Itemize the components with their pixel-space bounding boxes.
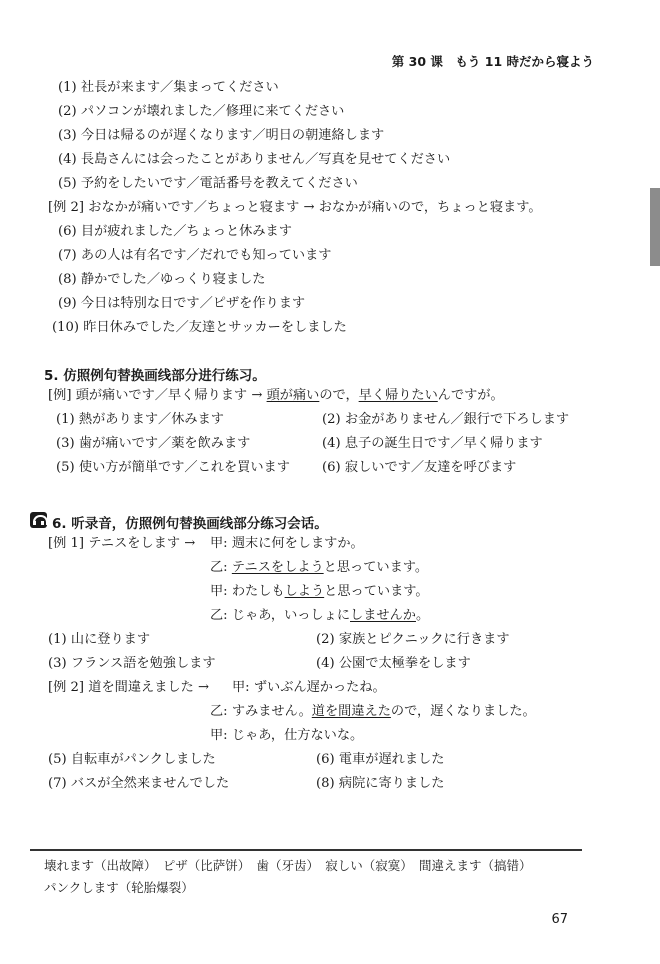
- list-item: (2) お金がありません／銀行で下ろします: [322, 412, 570, 427]
- list-item: (2) パソコンが壊れました／修理に来てください: [58, 104, 345, 119]
- list-item: (2) 家族とピクニックに行きます: [316, 632, 510, 647]
- vocab-line-1: 壊れます（出故障） ピザ（比萨饼） 歯（牙齿） 寂しい（寂寞） 間違えます（搞错）: [44, 858, 532, 873]
- list-item: (9) 今日は特別な日です／ピザを作ります: [58, 296, 306, 311]
- list-item: (1) 社長が来ます／集まってください: [58, 80, 279, 95]
- list-item: (7) バスが全然来ませんでした: [48, 776, 230, 791]
- section-5-title: 5. 仿照例句替换画线部分进行练习。: [44, 368, 266, 384]
- list-item: (3) 今日は帰るのが遅くなります／明日の朝連絡します: [58, 128, 385, 143]
- list-item: (6) 寂しいです／友達を呼びます: [322, 460, 517, 475]
- list-item: (4) 公園で太極拳をします: [316, 656, 471, 671]
- list-item: (8) 静かでした／ゆっくり寝ました: [58, 272, 266, 287]
- headphones-icon[interactable]: [30, 512, 47, 528]
- example-1: [例 1] テニスをします →: [48, 536, 196, 551]
- example-2: [例 2] おなかが痛いです／ちょっと寝ます → おなかが痛いので，ちょっと寝ます。: [48, 200, 542, 215]
- list-item: (1) 熱があります／休みます: [56, 412, 224, 427]
- list-item: (8) 病院に寄りました: [316, 776, 445, 791]
- chapter-edge-tab: [650, 188, 660, 266]
- list-item: (5) 自転車がパンクしました: [48, 752, 216, 767]
- vocab-line-2: パンクします（轮胎爆裂）: [44, 880, 194, 895]
- dialogue-line: 甲: 週末に何をしますか。: [210, 536, 364, 551]
- list-item: (1) 山に登ります: [48, 632, 151, 647]
- dialogue-line: 甲: ずいぶん遅かったね。: [232, 680, 386, 695]
- list-item: (3) 歯が痛いです／薬を飲みます: [56, 436, 251, 451]
- dialogue-line: 甲: じゃあ，仕方ないな。: [210, 728, 364, 743]
- list-item: (6) 目が疲れました／ちょっと休みます: [58, 224, 292, 239]
- list-item: (4) 長島さんには会ったことがありません／写真を見せてください: [58, 152, 451, 167]
- list-item: (5) 予約をしたいです／電話番号を教えてください: [58, 176, 358, 191]
- dialogue-line: 乙: すみません。道を間違えたので，遅くなりました。: [210, 704, 536, 719]
- section-5-example: [例] 頭が痛いです／早く帰ります → 頭が痛いので，早く帰りたいんですが。: [48, 388, 504, 403]
- list-item: (10) 昨日休みでした／友達とサッカーをしました: [52, 320, 347, 335]
- list-item: (6) 電車が遅れました: [316, 752, 445, 767]
- page-header: 第 30 课 もう 11 時だから寝よう: [391, 54, 594, 69]
- dialogue-line: 乙: じゃあ，いっしょにしませんか。: [210, 608, 430, 623]
- example-2-dialogue: [例 2] 道を間違えました →: [48, 680, 210, 695]
- vocab-divider: [30, 849, 582, 851]
- dialogue-line: 甲: わたしもしようと思っています。: [210, 584, 429, 599]
- dialogue-line: 乙: テニスをしようと思っています。: [210, 560, 429, 575]
- page-number: 67: [551, 912, 568, 927]
- list-item: (5) 使い方が簡単です／これを買います: [56, 460, 290, 475]
- section-6-title: 6. 听录音，仿照例句替换画线部分练习会话。: [52, 516, 328, 532]
- list-item: (4) 息子の誕生日です／早く帰ります: [322, 436, 543, 451]
- list-item: (7) あの人は有名です／だれでも知っています: [58, 248, 332, 263]
- list-item: (3) フランス語を勉強します: [48, 656, 216, 671]
